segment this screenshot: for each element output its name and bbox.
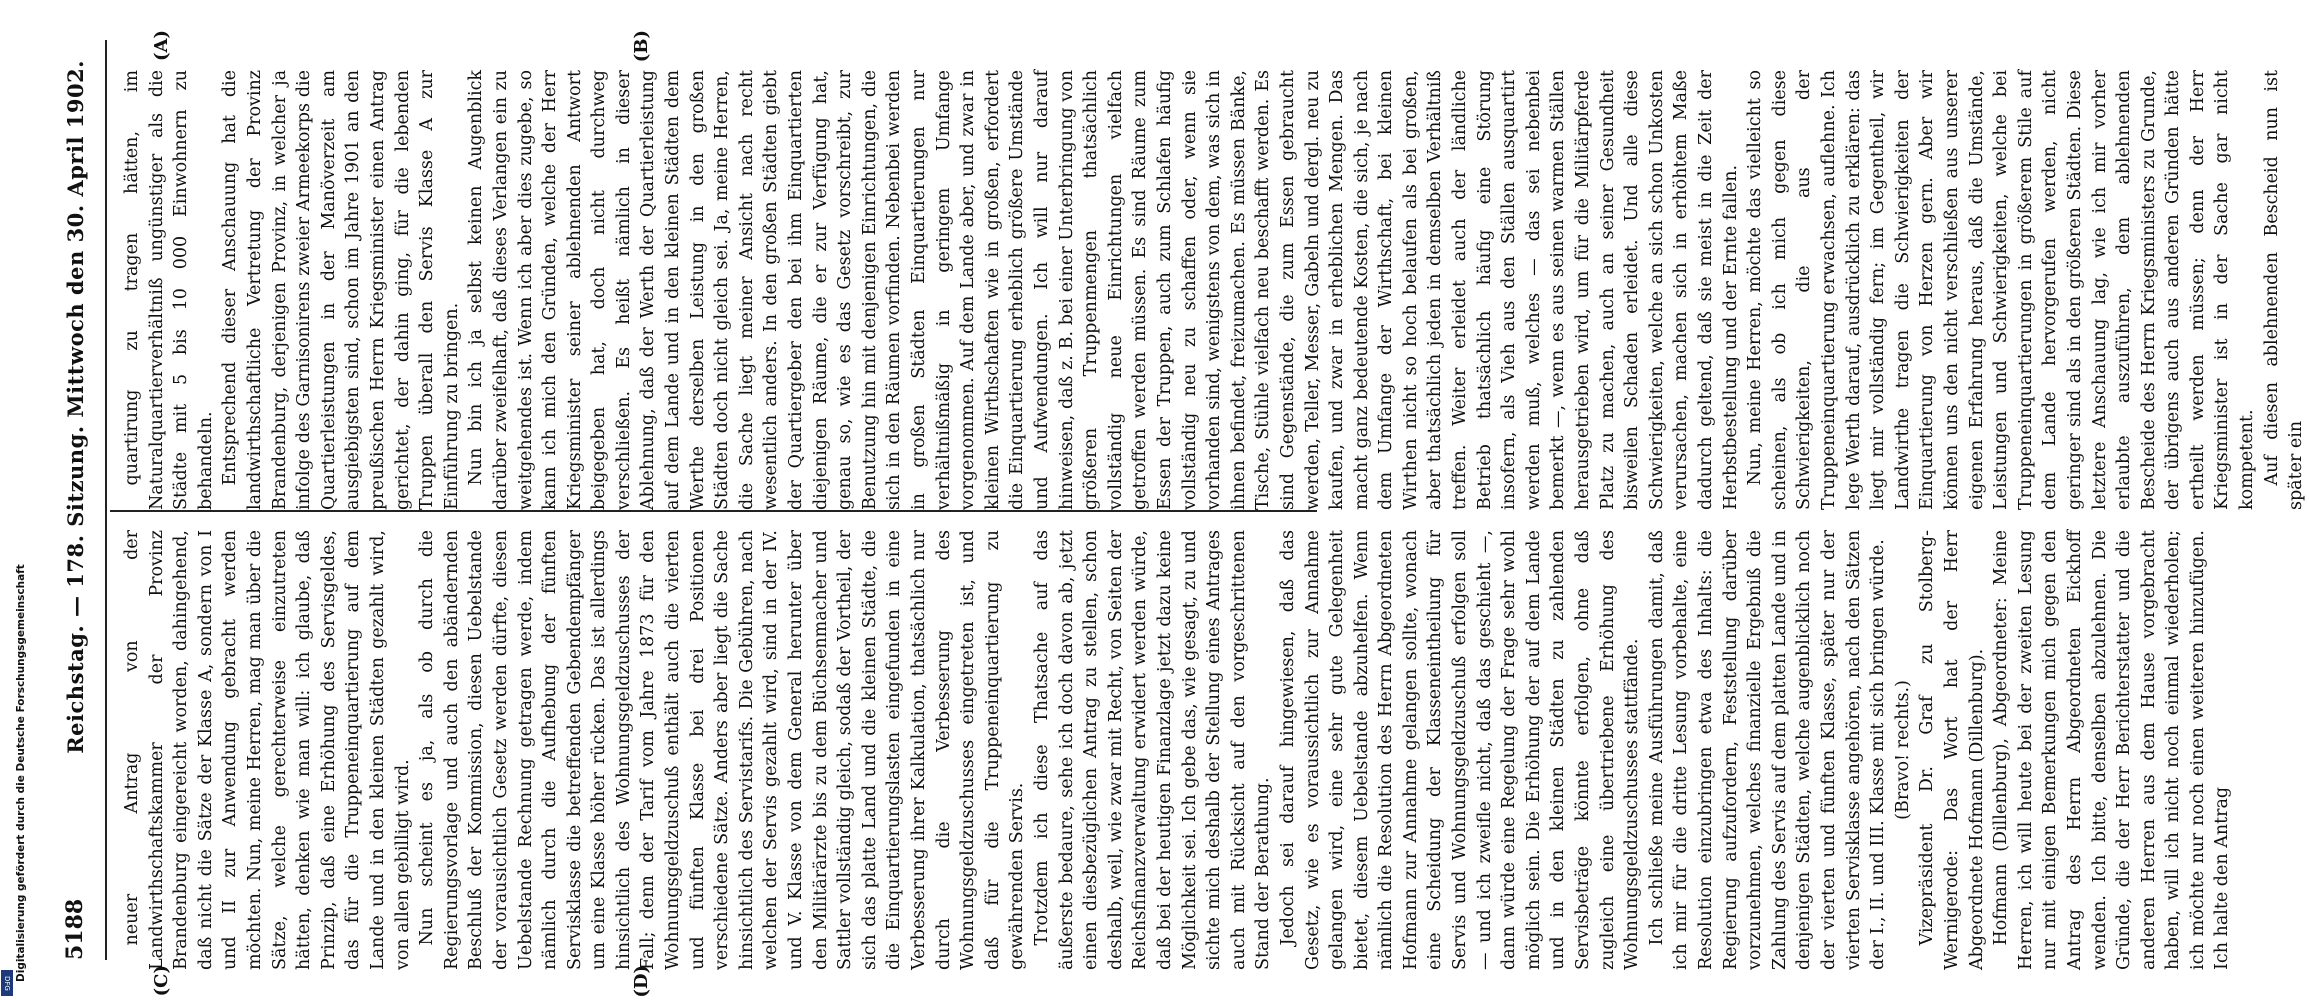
paragraph: neuer Antrag von der Landwirthschaftskammer der Provinz Brandenburg eingereicht worden, dahingehend, daß nicht die Sätze der Klasse A, sondern von I und II zur Anwendung gebracht werden möchten. Nun, meine Herren, mag man über die Sätze, welche gerechterweise einzutreten hätten, denken wie man will: ich glaube, daß Prinzip, daß eine Erhöhung des Servisgeldes, das für die Truppeneinquartierung auf dem Lande und in den kleinen Städten gezahlt wird, von allen gebilligt wird. xyxy=(122,530,413,970)
paragraph: Nun bin ich ja selbst keinen Augenblick darüber zweifelhaft, daß dieses Verlangen ein zu weitgehendes ist. Wenn ich aber dies zugebe, so kann ich mich den Gründen, welche der Herr Kriegsminister seiner ablehnenden Antwort beigegeben hat, doch nicht durchweg verschließen. Es heißt nämlich in dieser Ablehnung, daß der Werth der Quartierleistung auf dem Lande und in den kleinen Städten dem Werthe derselben Leistung in den großen Städten doch nicht gleich sei. Ja, meine Herren, die Sache liegt meiner Ansicht nach recht wesentlich anders. In den großen Städten giebt der Quartiergeber den bei ihm Einquartierten diejenigen Räume, die er zur Verfügung hat, genau so, wie es das Gesetz vorschreibt, zur Benutzung hin mit denjenigen Einrichtungen, die sich in den Räumen vorfinden. Nebenbei werden in großen Städten Einquartierungen nur verhältnißmäßig in geringem Umfange vorgenommen. Auf dem Lande aber, und zwar in kleinen Wirthschaften wie in großen, erfordert die Einquartierung erheblich größere Umstände und Aufwendungen. Ich will nur darauf hinweisen, daß z. B. bei einer Unterbringung von größeren Truppenmengen thatsächlich vollständig neue Einrichtungen vielfach getroffen werden müssen. Es sind Räume zum Essen der Truppen, auch zum Schlafen häufig vollständig neu zu schaffen oder, wenn sie vorhanden sind, wenigstens von dem, was sich in ihnen befindet, freizumachen. Es müssen Bänke, Tische, Stühle vielfach neu beschafft werden. Es sind Gegenstände, die zum Essen gebraucht werden, Teller, Messer, Gabeln und dergl. neu zu kaufen, und zwar in erheblichen Mengen. Das macht ganz bedeutende Kosten, die sich, je nach dem Umfange der Wirthschaft, bei kleinen Wirthen nicht so hoch belaufen als bei großen, aber thatsächlich jeden in demselben Verhältniß treffen. Weiter erleidet auch der ländliche Betrieb thatsächlich häufig eine Störung insofern, als Vieh aus den Ställen ausquartirt werden muß, welches — das sei nebenbei bemerkt —, wenn es aus seinen warmen Ställen herausgetrieben wird, um für die Militärpferde Platz zu machen, auch an seiner Gesundheit bisweilen Schaden erleidet. Und alle diese Schwierigkeiten, welche an sich schon Unkosten verursachen, machen sich in erhöhtem Maße dadurch geltend, daß sie meist in die Zeit der Herbstbestellung und der Ernte fallen. xyxy=(466,70,1741,510)
margin-marker-b: (B) xyxy=(631,30,652,63)
paragraph: Jedoch sei darauf hingewiesen, daß das Gesetz, wie es voraussichtlich zur Annahme gelangen wird, eine sehr gute Gelegenheit bietet, diesem Uebelstande abzuhelfen. Wenn nämlich die Resolution des Herrn Abgeordneten Hofmann zur Annahme gelangen sollte, wonach eine Scheidung der Klasseneintheilung für Servis und Wohnungsgeldzuschuß erfolgen soll — und ich zweifle nicht, daß das geschieht —, dann würde eine Regelung der Frage sehr wohl möglich sein. Die Erhöhung der auf dem Lande und in den kleinen Städten zu zahlenden Servisbeträge könnte erfolgen, ohne daß zugleich eine übertriebene Erhöhung des Wohnungsgeldzuschusses stattfände. xyxy=(1277,530,1643,970)
page-number: 5188 xyxy=(62,898,88,960)
margin-marker-d: (D) xyxy=(631,965,652,998)
paragraph: Vizepräsident Dr. Graf zu Stolberg-Wernigerode: Das Wort hat der Herr Abgeordnete Hofmann (Dillenburg). xyxy=(1917,530,1987,970)
header-rule xyxy=(105,40,107,960)
digitization-sidebar xyxy=(0,0,27,1000)
margin-marker-a: (A) xyxy=(151,30,172,61)
text-column-right xyxy=(120,530,2233,970)
paragraph: Ich schließe meine Ausführungen damit, daß ich mir für die dritte Lesung vorbehalte, eine Resolution einzubringen etwa des Inhalts: die Regierung aufzufordern, Feststellung darüber vorzunehmen, welches finanzielle Ergebniß die Zahlung des Servis auf dem platten Lande und in denjenigen Städten, welche augenblicklich noch der vierten und fünften Klasse, später nur der vierten Servisklasse angehören, nach den Sätzen der I., II. und III. Klasse mit sich bringen würde. xyxy=(1646,530,1889,970)
paragraph: Nun, meine Herren, möchte das vielleicht so scheinen, als ob ich mich gegen diese Schwierigkeiten, die aus der Truppeneinquartierung erwachsen, auflehne. Ich lege Werth darauf, ausdrücklich zu erklären: das liegt mir vollständig fern; im Gegentheil, wir Landwirthe tragen die Schwierigkeiten der Einquartierung von Herzen gern. Aber wir können uns den nicht verschließen aus unserer eigenen Erfahrung heraus, daß die Umstände, Leistungen und Schwierigkeiten, welche bei Truppeneinquartierungen in größerem Stile auf dem Lande hervorgerufen werden, nicht geringer sind als in den größeren Städten. Diese letztere Anschauung lag, wie ich mir vorher erlaubte auszuführen, dem ablehnenden Bescheide des Herrn Kriegsministers zu Grunde, der übrigens auch aus anderen Gründen hätte ertheilt werden müssen; denn der Herr Kriegsminister ist in der Sache gar nicht kompetent. xyxy=(1745,70,2258,510)
paragraph: quartirung zu tragen hätten, im Naturalquartierverhältniß ungünstiger als die Städte mit 5 bis 10 000 Einwohnern zu behandeln. xyxy=(122,70,216,510)
paragraph: (Bravo! rechts.) xyxy=(1892,680,1913,820)
paragraph: Nun scheint es ja, als ob durch die Regierungsvorlage und auch den abändernden Beschluß der Kommission, diesen Uebelstande der vorausichtlich Gesetz werden dürfte, diesen Uebelstande Rechnung getragen werde, indem nämlich durch die Aufhebung der fünften Servisklasse die betreffenden Gebendempfänger um eine Klasse höher rücken. Das ist allerdings hinsichtlich des Wohnungsgeldzuschusses der Fall; denn der Tarif vom Jahre 1873 für den Wohnungsgeldzuschuß enthält auch die vierten und fünften Klasse bei drei Positionen verschiedene Sätze. Anders aber liegt die Sache hinsichtlich des Servistarifs. Die Gebühren, nach welchen der Servis gezahlt wird, sind in der IV. und V. Klasse von dem General herunter über den Militärärzte bis zu dem Büchsenmacher und Sattler vollständig gleich, sodaß der Vortheil, der sich das platte Land und die kleinen Städte, die die Einquartierungslasten eingefunden in eine Verbesserung ihrer Kalkulation, thatsächlich nur durch die Verbesserung des Wohnungsgeldzuschusses eingetreten ist, und daß für die Truppeneinquartierung zu gewährenden Servis. xyxy=(417,530,1028,970)
margin-marker-c: (C) xyxy=(151,965,172,997)
page-header xyxy=(55,60,95,960)
paragraph: Entsprechend dieser Anschauung hat die landwirthschaftliche Vertretung der Provinz Brandenburg, derjenigen Provinz, in welcher ja infolge des Garnisonirens zweier Armeekorps die Quartierleistungen in der Manöverzeit am ausgiebigsten sind, schon im Jahre 1901 an den preußischen Herrn Kriegsminister einen Antrag gerichtet, der dahin ging, für die lebenden Truppen überall den Servis Klasse A zur Einführung zu bringen. xyxy=(220,70,462,510)
text-column-left xyxy=(120,70,2307,510)
paragraph: Trotzdem ich diese Thatsache auf das äußerste bedaure, sehe ich doch davon ab, jetzt einen diesbezüglichen Antrag zu stellen, schon deshalb, weil, wie zwar mit Recht, von Seiten der Reichsfinanzverwaltung erwidert werden würde, daß bei der heutigen Finanzlage jetzt dazu keine Möglichkeit sei. Ich gebe das, wie gesagt, zu und sichte mich deshalb der Stellung eines Antrages auch mit Rücksicht auf den vorgeschrittenen Stand der Berathung. xyxy=(1031,530,1274,970)
paragraph: Hofmann (Dillenburg), Abgeordneter: Meine Herren, ich will heute bei der zweiten Lesung nur mit einigen Bemerkungen mich gegen den Antrag des Herrn Abgeordneten Eickhoff wenden. Ich bitte, denselben abzulehnen. Die Gründe, die der Herr Berichterstatter und die anderen Herren aus dem Hause vorgebracht haben, will ich nicht noch einmal wiederholen; ich möchte nur noch einen weiteren hinzufügen. Ich halte den Antrag xyxy=(1991,530,2233,970)
dfg-logo: DFG xyxy=(1,970,13,996)
column-divider xyxy=(110,510,1317,512)
funding-note: Digitalisierung gefördert durch die Deutsche Forschungsgemeinschaft xyxy=(15,564,27,982)
page-title: Reichstag. — 178. Sitzung. Mittwoch den 30. April 1902. xyxy=(62,60,88,754)
paragraph: Auf diesen ablehnenden Bescheid nun ist später ein xyxy=(2261,70,2307,510)
